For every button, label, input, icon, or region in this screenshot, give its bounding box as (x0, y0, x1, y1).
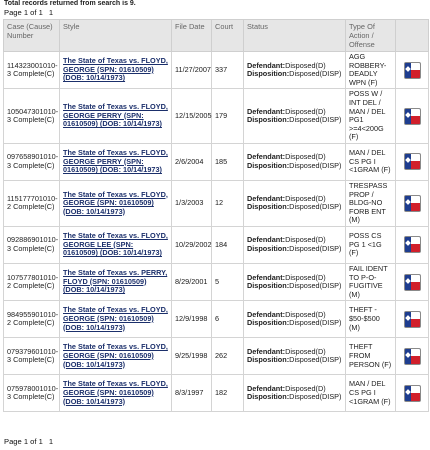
offense: POSS W / INT DEL / MAN / DEL PG1 >=4<200G (F) (346, 89, 396, 144)
disposition-label: Disposition: (247, 318, 290, 328)
case-number: 097658901010-3 Complete(C) (4, 143, 60, 180)
defendant-label: Defendant: (247, 235, 286, 245)
case-number: 105047301010-3 Complete(C) (4, 89, 60, 144)
case-number: 079379601010-3 Complete(C) (4, 338, 60, 375)
status-cell (244, 52, 346, 89)
offense: THEFT - $50-$500 (M) (346, 301, 396, 338)
defendant-label: Defendant: (247, 309, 286, 319)
file-date: 10/29/2002 (172, 226, 212, 263)
texas-flag-icon[interactable] (404, 195, 421, 212)
offense: TRESPASS PROP / BLDG-NO FORB ENT (M) (346, 180, 396, 226)
action-cell (396, 143, 429, 180)
case-number: 984955901010-2 Complete(C) (4, 301, 60, 338)
texas-flag-icon[interactable] (404, 385, 421, 402)
disposition-status (247, 356, 342, 365)
action-cell (396, 338, 429, 375)
column-header-style[interactable]: Style (60, 20, 172, 52)
style-cell (60, 301, 172, 338)
column-header-file-date[interactable]: File Date (172, 20, 212, 52)
defendant-label: Defendant: (247, 272, 286, 282)
court-number: 179 (212, 89, 244, 144)
status-cell (244, 338, 346, 375)
defendant-value: Disposed(D) (285, 346, 326, 356)
defendant-label: Defendant: (247, 106, 286, 116)
pager-top (4, 8, 53, 17)
table-row (4, 52, 429, 89)
defendant-value: Disposed(D) (285, 272, 326, 282)
pager-bottom (4, 437, 53, 446)
status-cell (244, 180, 346, 226)
court-number: 182 (212, 375, 244, 412)
pager-label: Page 1 of 1 (4, 437, 43, 446)
case-style-link[interactable]: The State of Texas vs. FLOYD, GEORGE (SPN: 01610509) (DOB: 10/14/1973) (63, 379, 168, 406)
disposition-value: Disposed(DISP) (289, 392, 342, 402)
disposition-label: Disposition: (247, 160, 290, 170)
disposition-value: Disposed(DISP) (289, 281, 342, 291)
court-number: 184 (212, 226, 244, 263)
texas-flag-icon[interactable] (404, 153, 421, 170)
status-cell (244, 375, 346, 412)
case-number: 114323001010-3 Complete(C) (4, 52, 60, 89)
court-number: 5 (212, 263, 244, 300)
disposition-value: Disposed(DISP) (289, 160, 342, 170)
disposition-label: Disposition: (247, 115, 290, 125)
case-style-link[interactable]: The State of Texas vs. FLOYD, GEORGE PERRY (SPN: 01610509) (DOB: 10/14/1973) (63, 102, 168, 129)
action-cell (396, 301, 429, 338)
disposition-status (247, 393, 342, 402)
offense: MAN / DEL CS PG I <1GRAM (F) (346, 143, 396, 180)
table-row (4, 338, 429, 375)
disposition-label: Disposition: (247, 355, 290, 365)
texas-flag-icon[interactable] (404, 62, 421, 79)
table-header-row (4, 20, 429, 52)
table-row (4, 143, 429, 180)
case-number: 107577801010-2 Complete(C) (4, 263, 60, 300)
disposition-status (247, 70, 342, 79)
action-cell (396, 226, 429, 263)
defendant-value: Disposed(D) (285, 309, 326, 319)
file-date: 2/6/2004 (172, 143, 212, 180)
case-number: 115177701010-2 Complete(C) (4, 180, 60, 226)
column-header-case[interactable]: Case (Cause) Number (4, 20, 60, 52)
disposition-status (247, 203, 342, 212)
case-style-link[interactable]: The State of Texas vs. FLOYD, GEORGE PERRY (SPN: 01610509) (DOB: 10/14/1973) (63, 148, 168, 175)
defendant-value: Disposed(D) (285, 152, 326, 162)
style-cell (60, 263, 172, 300)
disposition-status (247, 116, 342, 125)
file-date: 9/25/1998 (172, 338, 212, 375)
disposition-value: Disposed(DISP) (289, 243, 342, 253)
file-date: 1/3/2003 (172, 180, 212, 226)
disposition-value: Disposed(DISP) (289, 115, 342, 125)
file-date: 8/29/2001 (172, 263, 212, 300)
texas-flag-icon[interactable] (404, 311, 421, 328)
defendant-value: Disposed(D) (285, 60, 326, 70)
case-style-link[interactable]: The State of Texas vs. PERRY, FLOYD (SPN: 01610509) (DOB: 10/14/1973) (63, 268, 168, 295)
court-number: 337 (212, 52, 244, 89)
page-link-1[interactable]: 1 (48, 8, 54, 17)
table-row (4, 180, 429, 226)
case-number: 075978001010-3 Complete(C) (4, 375, 60, 412)
offense: POSS CS PG 1 <1G (F) (346, 226, 396, 263)
file-date: 12/9/1998 (172, 301, 212, 338)
disposition-label: Disposition: (247, 202, 290, 212)
texas-flag-icon[interactable] (404, 108, 421, 125)
status-cell (244, 263, 346, 300)
style-cell (60, 143, 172, 180)
texas-flag-icon[interactable] (404, 274, 421, 291)
case-style-link[interactable]: The State of Texas vs. FLOYD, GEORGE (SPN: 01610509) (DOB: 10/14/1973) (63, 305, 168, 332)
style-cell (60, 226, 172, 263)
offense: MAN / DEL CS PG I <1GRAM (F) (346, 375, 396, 412)
court-number: 185 (212, 143, 244, 180)
court-number: 12 (212, 180, 244, 226)
status-cell (244, 143, 346, 180)
column-header-offense[interactable]: Type Of Action / Offense (346, 20, 396, 52)
disposition-value: Disposed(DISP) (289, 318, 342, 328)
defendant-value: Disposed(D) (285, 106, 326, 116)
style-cell (60, 52, 172, 89)
column-header-extra (396, 20, 429, 52)
status-cell (244, 301, 346, 338)
style-cell (60, 89, 172, 144)
case-style-link[interactable]: The State of Texas vs. FLOYD, GEORGE LEE (SPN: 01610509) (DOB: 10/14/1973) (63, 231, 168, 258)
texas-flag-icon[interactable] (404, 348, 421, 365)
defendant-label: Defendant: (247, 152, 286, 162)
disposition-label: Disposition: (247, 69, 290, 79)
style-cell (60, 375, 172, 412)
defendant-value: Disposed(D) (285, 383, 326, 393)
file-date: 11/27/2007 (172, 52, 212, 89)
style-cell (60, 180, 172, 226)
case-style-link[interactable]: The State of Texas vs. FLOYD, GEORGE (SPN: 01610509) (DOB: 10/14/1973) (63, 56, 168, 83)
disposition-value: Disposed(DISP) (289, 355, 342, 365)
disposition-label: Disposition: (247, 281, 290, 291)
court-number: 262 (212, 338, 244, 375)
case-style-link[interactable]: The State of Texas vs. FLOYD, GEORGE (SPN: 01610509) (DOB: 10/14/1973) (63, 189, 168, 216)
results-summary: Total records returned from search is 9. (4, 0, 136, 6)
disposition-value: Disposed(DISP) (289, 202, 342, 212)
file-date: 8/3/1997 (172, 375, 212, 412)
table-row (4, 301, 429, 338)
style-cell (60, 338, 172, 375)
table-row (4, 375, 429, 412)
pager-label: Page 1 of 1 (4, 8, 43, 17)
disposition-status (247, 245, 342, 254)
action-cell (396, 89, 429, 144)
page-link-1[interactable]: 1 (48, 437, 54, 446)
texas-flag-icon[interactable] (404, 236, 421, 253)
defendant-label: Defendant: (247, 60, 286, 70)
offense: AGG ROBBERY-DEADLY WPN (F) (346, 52, 396, 89)
status-cell (244, 226, 346, 263)
action-cell (396, 375, 429, 412)
court-number: 6 (212, 301, 244, 338)
case-number: 092886901010-3 Complete(C) (4, 226, 60, 263)
disposition-value: Disposed(DISP) (289, 69, 342, 79)
action-cell (396, 52, 429, 89)
disposition-status (247, 282, 342, 291)
table-row (4, 226, 429, 263)
action-cell (396, 263, 429, 300)
disposition-status (247, 319, 342, 328)
disposition-label: Disposition: (247, 392, 290, 402)
defendant-label: Defendant: (247, 346, 286, 356)
offense: FAIL IDENT TO P-O-FUGITIVE (M) (346, 263, 396, 300)
table-row (4, 263, 429, 300)
file-date: 12/15/2005 (172, 89, 212, 144)
column-header-status[interactable]: Status (244, 20, 346, 52)
column-header-court[interactable]: Court (212, 20, 244, 52)
disposition-label: Disposition: (247, 243, 290, 253)
disposition-status (247, 162, 342, 171)
case-style-link[interactable]: The State of Texas vs. FLOYD, GEORGE (SPN: 01610509) (DOB: 10/14/1973) (63, 342, 168, 369)
offense: THEFT FROM PERSON (F) (346, 338, 396, 375)
defendant-value: Disposed(D) (285, 235, 326, 245)
results-table (3, 19, 429, 412)
status-cell (244, 89, 346, 144)
action-cell (396, 180, 429, 226)
table-row (4, 89, 429, 144)
defendant-label: Defendant: (247, 383, 286, 393)
defendant-label: Defendant: (247, 193, 286, 203)
defendant-value: Disposed(D) (285, 193, 326, 203)
